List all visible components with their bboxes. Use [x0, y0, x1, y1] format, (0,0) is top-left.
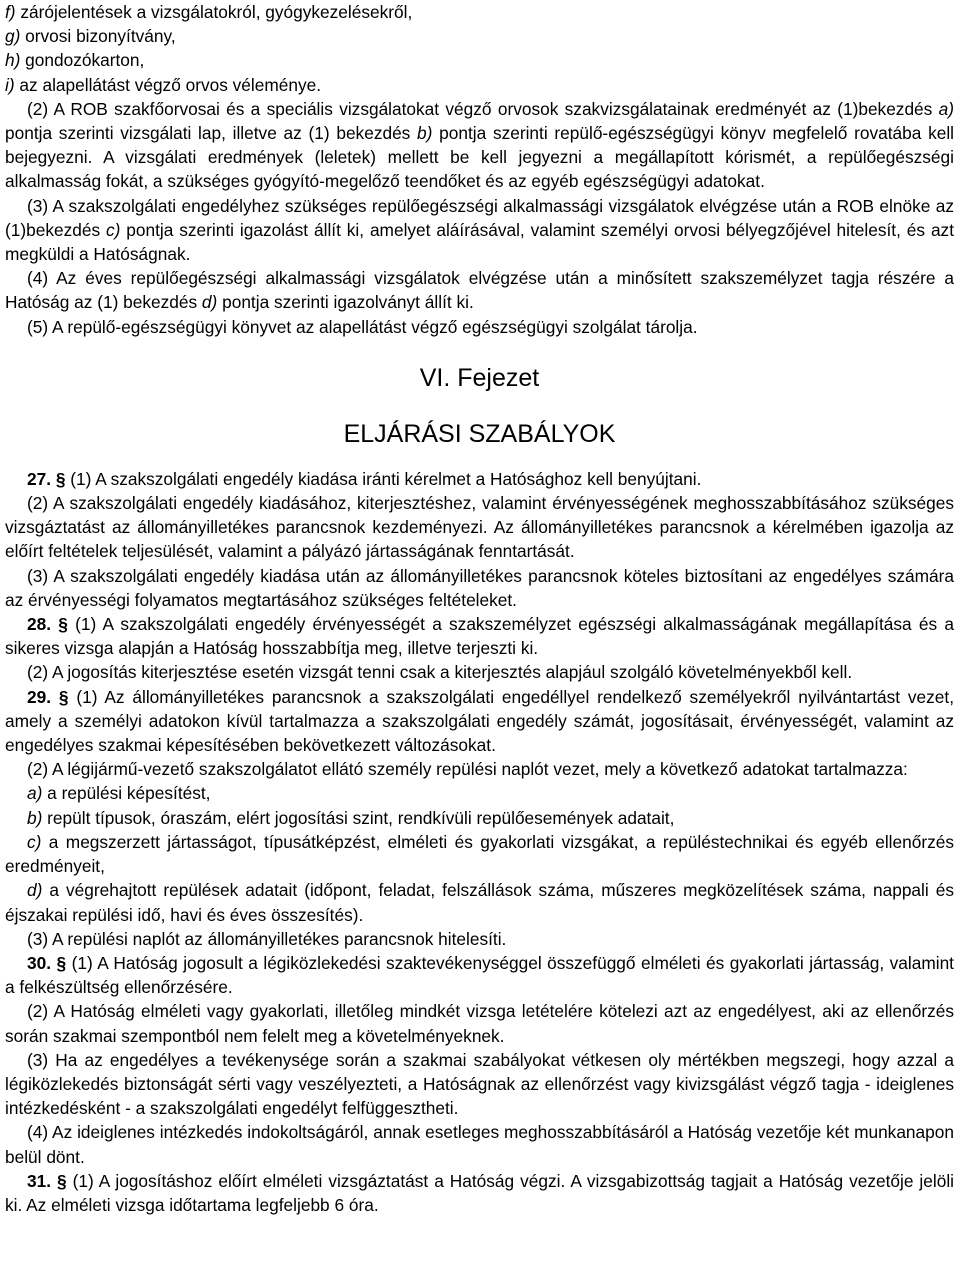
section-30-paragraph-4: (4) Az ideiglenes intézkedés indokoltságáról, annak esetleges meghosszabbításáról a Hatóság vezetője két munkanapon belül dönt. — [5, 1122, 954, 1167]
section-29-paragraph-1: 29. § (1) Az állományilletékes parancsnok a szakszolgálati engedéllyel rendelkező személyekről nyilvántartást vezet, amely a személyi adatokon kívül tartalmazza a szakszolgálati engedély számát, jogosításait, érvényességét, valamint az engedélyes szakmai képesítésében bekövetkezett változásokat. — [5, 686, 954, 756]
section-number: 31. — [27, 1170, 52, 1191]
list-item-g: g) orvosi bizonyítvány, — [5, 26, 176, 47]
section-27-paragraph-1: 27. § (1) A szakszolgálati engedély kiadása iránti kérelmet a Hatósághoz kell benyújtani. — [27, 468, 702, 489]
section-29-item-a: a) a repülési képesítést, — [27, 783, 211, 804]
section-number: 29. — [27, 686, 52, 707]
list-item-i: i) az alapellátást végző orvos véleménye. — [5, 74, 322, 95]
section-sign: § — [57, 1170, 67, 1191]
list-item-h: h) gondozókarton, — [5, 50, 145, 71]
section-number: 28. — [27, 614, 52, 635]
section-29-paragraph-2: (2) A légijármű-vezető szakszolgálatot ellátó személy repülési naplót vezet, mely a következő adatokat tartalmazza: — [27, 759, 908, 780]
section-30-paragraph-3: (3) Ha az engedélyes a tevékenysége során a szakmai szabályokat vétkesen oly mértékben megszegi, hogy azzal a légiközlekedés biztonságát sérti vagy veszélyezteti, a Hatóságnak az ellenőrzést vagy kivizsgálást végző tagja - ideiglenes intézkedésként - a szakszolgálati engedélyt felfüggesztheti. — [5, 1049, 954, 1119]
section-29-item-b: b) repült típusok, óraszám, elért jogosítási szint, rendkívüli repülőesemények adatait, — [27, 807, 675, 828]
section-27-paragraph-2: (2) A szakszolgálati engedély kiadásához, kiterjesztéshez, valamint érvényességének meghosszabbításához szükséges vizsgáztatást az állományilletékes parancsnok kezdeményezi. Az állományilletékes parancsnok a kérelmében igazolja az előírt feltételek teljesülését, valamint a pályázó jártasságának fenntartását. — [5, 493, 954, 562]
section-29-item-d: d) a végrehajtott repülések adatait (időpont, feladat, felszállások száma, műszeres megközelítések száma, nappali és éjszakai repülési idő, havi és éves összesítés). — [5, 880, 954, 925]
section-29-item-c: c) a megszerzett jártasságot, típusátképzést, elméleti és gyakorlati vizsgákat, a repüléstechnikai és egyéb ellenőrzés eredményeit, — [5, 831, 954, 877]
list-item-f: f) zárójelentések a vizsgálatokról, gyógykezelésekről, — [5, 2, 413, 22]
paragraph-3: (3) A szakszolgálati engedélyhez szükséges repülőegészségi alkalmassági vizsgálatok elvégzése után a ROB elnöke az (1)bekezdés c) pontja szerinti igazolást állít ki, amelyet aláírásával, valamint személyi orvosi bélyegzőjével hitelesít, és azt megküldi a Hatóságnak. — [5, 195, 954, 265]
section-27-paragraph-3: (3) A szakszolgálati engedély kiadása után az állományilletékes parancsnok köteles biztosítani az engedélyes számára az érvényességi folyamatos megtartásához szükséges feltételeket. — [5, 565, 954, 610]
chapter-number: VI. Fejezet — [419, 363, 540, 392]
section-31-paragraph-1: 31. § (1) A jogosításhoz előírt elméleti vizsgáztatást a Hatóság végzi. A vizsgabizottság tagjait a Hatóság vezetője jelöli ki. Az elméleti vizsga időtartama legfeljebb 6 óra. — [5, 1170, 954, 1215]
section-29-paragraph-3: (3) A repülési naplót az állományilletékes parancsnok hitelesíti. — [27, 928, 507, 949]
paragraph-4: (4) Az éves repülőegészségi alkalmassági vizsgálatok elvégzése után a minősített szakszemélyzet tagja részére a Hatóság az (1) bekezdés d) pontja szerinti igazolványt állít ki. — [5, 268, 954, 313]
section-sign: § — [58, 686, 69, 707]
section-30-paragraph-1: 30. § (1) A Hatóság jogosult a légiközlekedési szaktevékenységgel összefüggő elméleti és gyakorlati jártasság, valamint a felkészültség ellenőrzésére. — [5, 952, 954, 998]
section-28-paragraph-1: 28. § (1) A szakszolgálati engedély érvényességét a szakszemélyzet egészségi alkalmasságának megállapítása és a sikeres vizsga alapján a Hatóság hosszabbítja meg, illetve terjeszti ki. — [5, 614, 954, 659]
section-sign: § — [55, 468, 66, 489]
section-sign: § — [56, 952, 67, 973]
paragraph-2: (2) A ROB szakfőorvosai és a speciális vizsgálatokat végző orvosok szakvizsgálatainak eredményét az (1)bekezdés a) pontja szerinti vizsgálati lap, illetve az (1) bekezdés b) pontja szerinti repülő-egészségügyi könyv megfelelő rovatába kell bejegyezni. A vizsgálati eredmények (leletek) mellett be kell jegyezni a megállapított kórismét, a repülőegészségi alkalmasság fokát, a szükséges gyógyító-megelőző teendőket és az egyéb egészségügyi adatokat. — [5, 98, 954, 192]
section-sign: § — [58, 614, 68, 635]
section-28-paragraph-2: (2) A jogosítás kiterjesztése esetén vizsgát tenni csak a kiterjesztés alapjául szolgáló követelményekből kell. — [27, 662, 853, 683]
section-number: 27. — [27, 468, 52, 489]
section-30-paragraph-2: (2) A Hatóság elméleti vagy gyakorlati, illetőleg mindkét vizsga letételére kötelezi azt az engedélyest, aki az ellenőrzés során szakmai szempontból nem felelt meg a követelményeknek. — [5, 1001, 954, 1046]
paragraph-5: (5) A repülő-egészségügyi könyvet az alapellátást végző egészségügyi szolgálat tárolja. — [27, 316, 698, 337]
chapter-title: ELJÁRÁSI SZABÁLYOK — [343, 419, 616, 448]
section-number: 30. — [27, 952, 52, 973]
